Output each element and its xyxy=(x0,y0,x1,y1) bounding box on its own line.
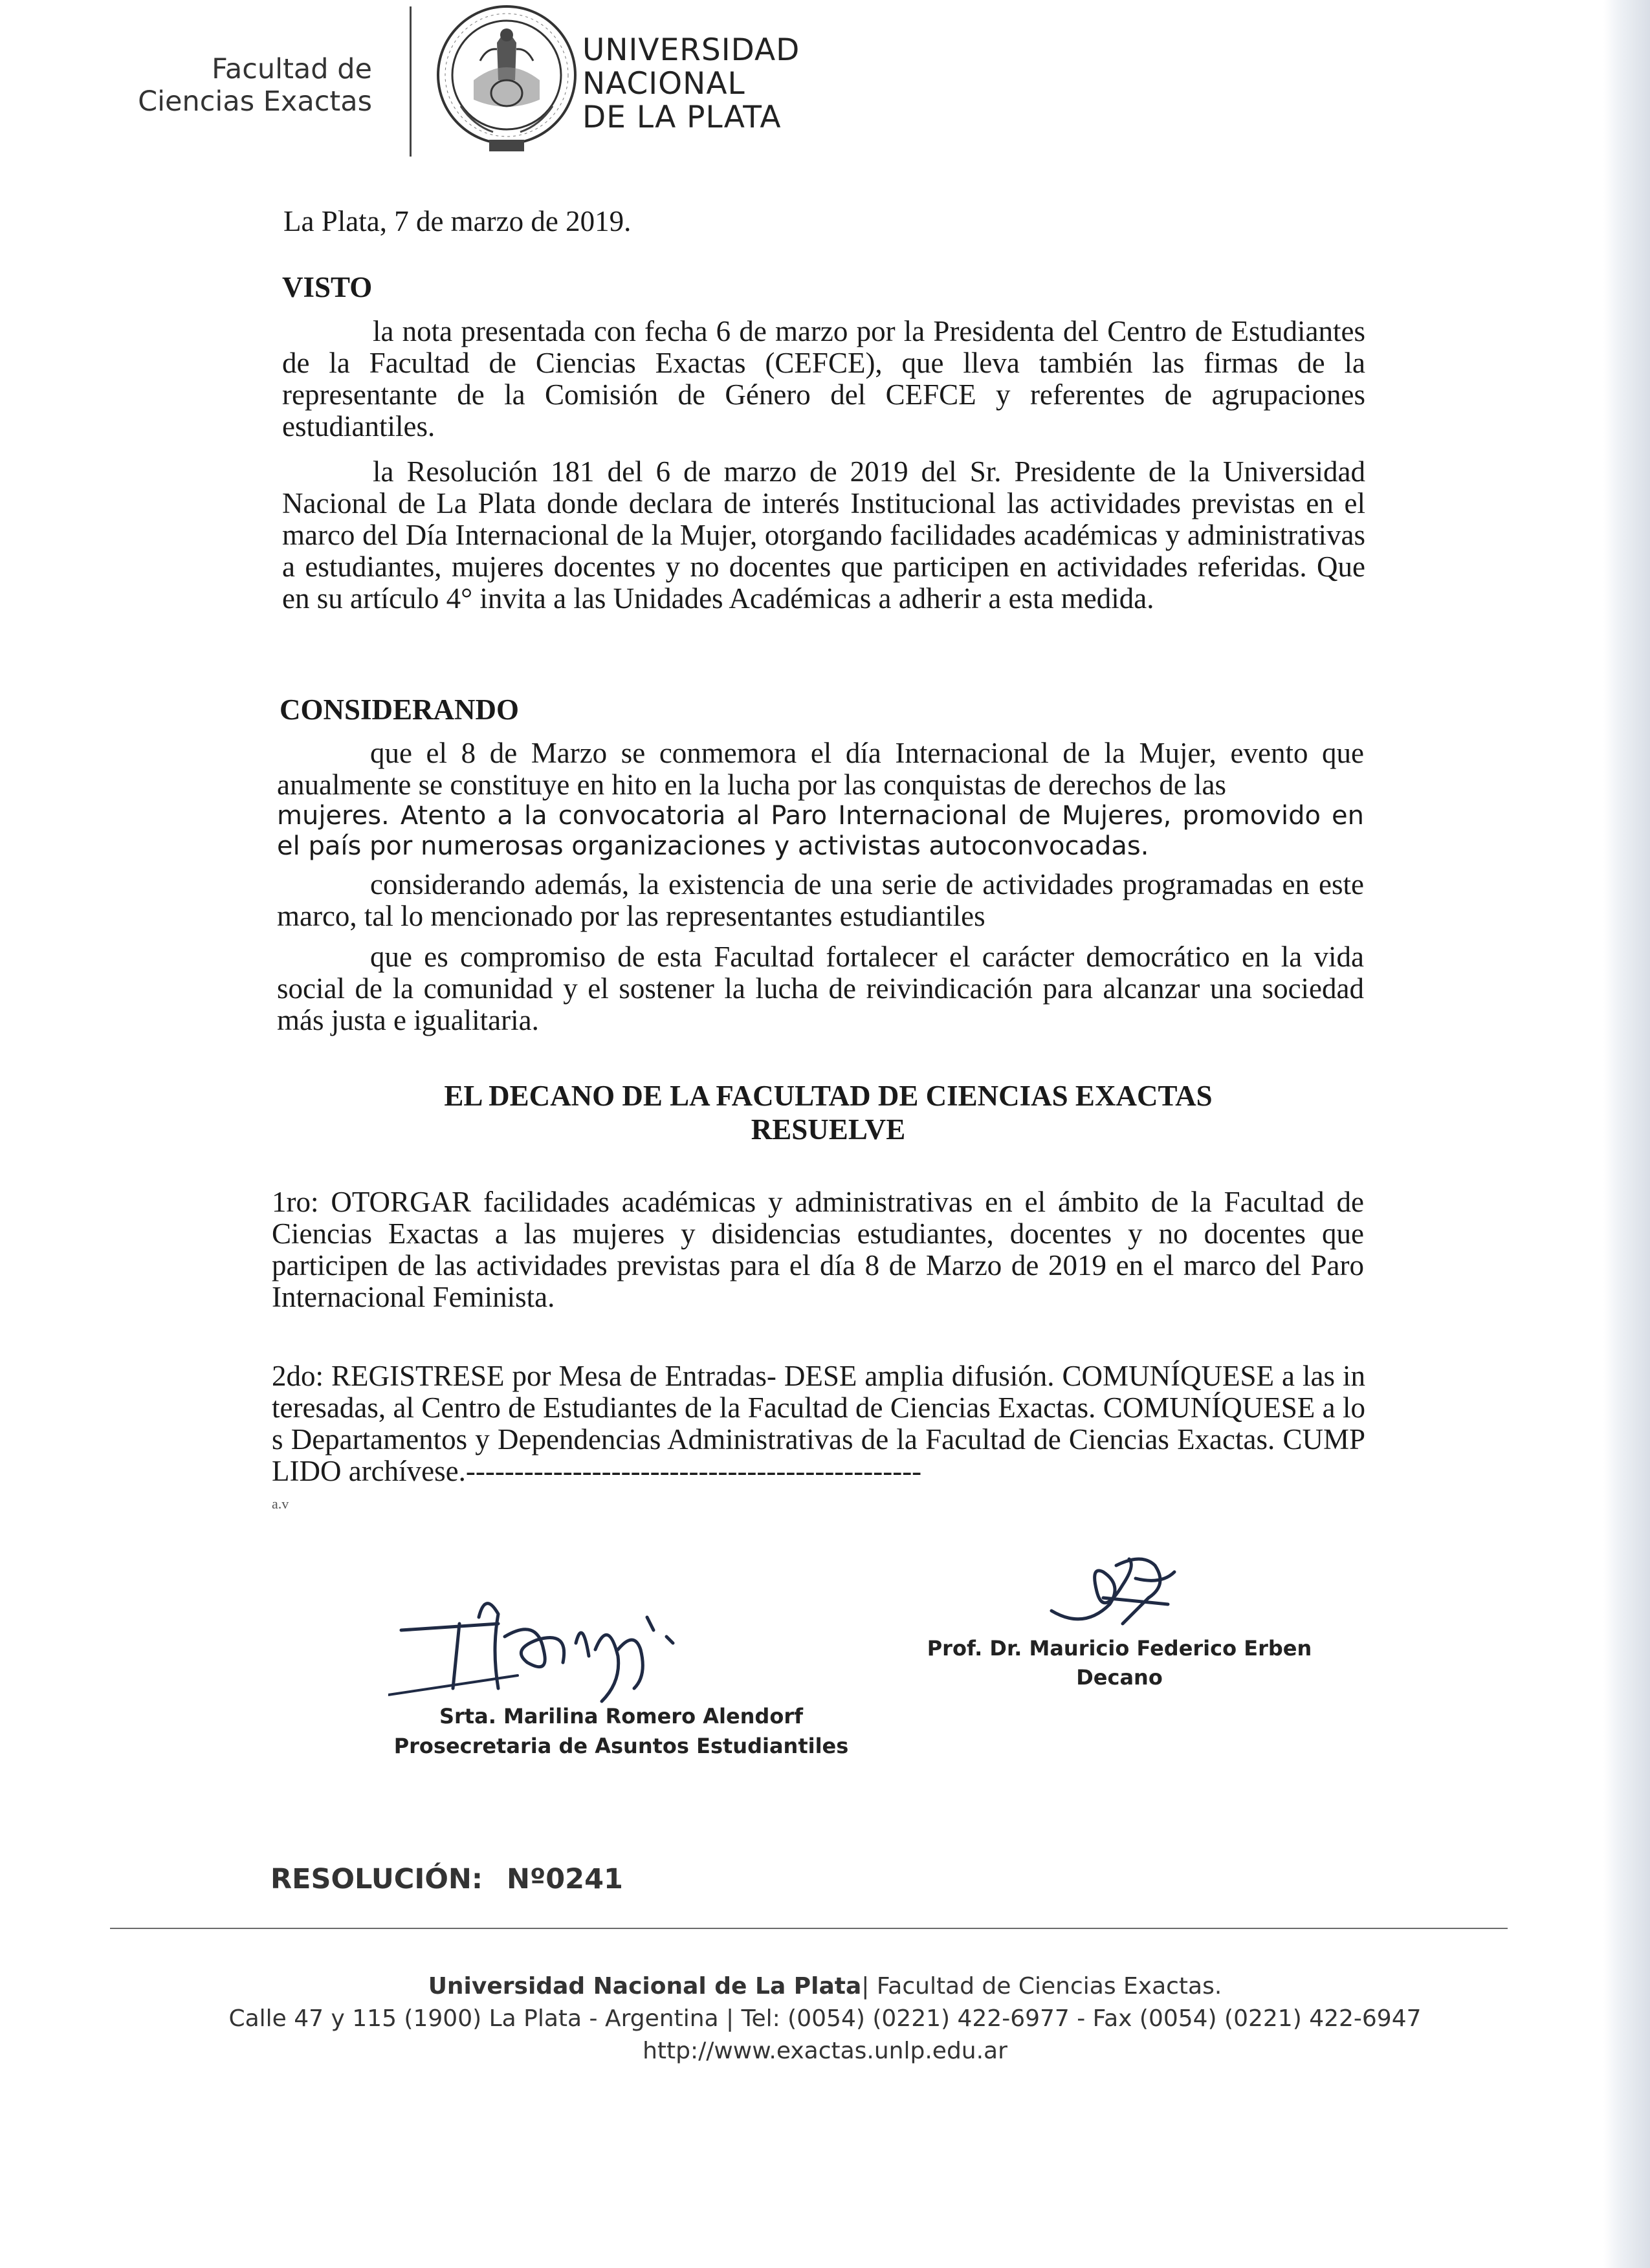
resolve-heading: RESUELVE xyxy=(751,1113,906,1146)
footer-faculty: | Facultad de Ciencias Exactas. xyxy=(861,1973,1222,2000)
faculty-name-line2: Ciencias Exactas xyxy=(138,85,372,118)
signatory-right-name: Prof. Dr. Mauricio Federico Erben xyxy=(927,1636,1312,1661)
considerando-paragraph-1: que el 8 de Marzo se conmemora el día Internacional de la Mujer, evento que anualmente se constituye en hito en la lucha por las conquistas de derechos de las xyxy=(277,737,1364,801)
considerando-paragraph-3: que es compromiso de esta Facultad fortalecer el carácter democrático en la vida social de la comunidad y el sostener la lucha de reivindicación para alcanzar una sociedad más justa e igualitaria. xyxy=(277,941,1364,1036)
faculty-name-line1: Facultad de xyxy=(212,53,372,85)
signatory-left-title: Prosecretaria de Asuntos Estudiantiles xyxy=(393,1734,849,1758)
document-date: La Plata, 7 de marzo de 2019. xyxy=(283,205,632,237)
dean-heading: EL DECANO DE LA FACULTAD DE CIENCIAS EXACTAS xyxy=(444,1080,1213,1112)
university-name-line2: NACIONAL xyxy=(582,66,745,102)
considerando-paragraph-2: considerando además, la existencia de una serie de actividades programadas en este marco, tal lo mencionado por las representantes estudiantiles xyxy=(277,868,1364,932)
resolution-label: RESOLUCIÓN: xyxy=(270,1863,483,1895)
signatory-right-title: Decano xyxy=(1076,1665,1163,1690)
article-2: 2do: REGISTRESE por Mesa de Entradas- DESE amplia difusión. COMUNÍQUESE a las interesadas, al Centro de Estudiantes de la Facultad de Ciencias Exactas. COMUNÍQUESE a los Departamentos y Dependencias Administrativas de la Facultad de Ciencias Exactas. CUMPLIDO archívese.----------------------------------------------- xyxy=(272,1360,1365,1487)
footer-address: Calle 47 y 115 (1900) La Plata - Argentina | Tel: (0054) (0221) 422-6977 - Fax (0054) (0221) 422-6947 xyxy=(228,2005,1422,2032)
faculty-name xyxy=(116,53,372,118)
footer-website-link[interactable]: http://www.exactas.unlp.edu.ar xyxy=(643,2038,1007,2064)
considerando-heading: CONSIDERANDO xyxy=(280,693,520,726)
considerando-paragraph-1-continuation: mujeres. Atento a la convocatoria al Paro Internacional de Mujeres, promovido en el país por numerosas organizaciones y activistas autoconvocadas. xyxy=(277,801,1364,861)
handwritten-signature-right xyxy=(1026,1546,1194,1643)
unlp-seal-logo xyxy=(435,3,578,158)
scan-edge xyxy=(1603,0,1650,2268)
university-name-line3: DE LA PLATA xyxy=(582,100,782,135)
footer-divider xyxy=(110,1928,1508,1929)
article-1: 1ro: OTORGAR facilidades académicas y administrativas en el ámbito de la Facultad de Ciencias Exactas a las mujeres y disidencias estudiantes, docentes y no docentes que participen de las actividades previstas para el día 8 de Marzo de 2019 en el marco del Paro Internacional Feminista. xyxy=(272,1186,1364,1313)
resolution-number: Nº0241 xyxy=(507,1863,623,1895)
signatory-left-name: Srta. Marilina Romero Alendorf xyxy=(439,1704,804,1728)
visto-paragraph-1: la nota presentada con fecha 6 de marzo por la Presidenta del Centro de Estudiantes de la Facultad de Ciencias Exactas (CEFCE), que lleva también las firmas de la representante de la Comisión de Género del CEFCE y referentes de agrupaciones estudiantiles. xyxy=(282,315,1365,442)
header-divider xyxy=(410,6,412,157)
university-name xyxy=(582,34,800,135)
visto-heading: VISTO xyxy=(282,271,373,303)
visto-paragraph-2: la Resolución 181 del 6 de marzo de 2019 del Sr. Presidente de la Universidad Nacional de La Plata donde declara de interés Institucional las actividades previstas en el marco del Día Internacional de la Mujer, otorgando facilidades académicas y administrativas a estudiantes, mujeres docentes y no docentes que participen en actividades referidas. Que en su artículo 4° invita a las Unidades Académicas a adherir a esta medida. xyxy=(282,455,1365,615)
footer-institution xyxy=(0,1972,1650,2001)
handwritten-signature-left xyxy=(388,1578,738,1708)
university-name-line1: UNIVERSIDAD xyxy=(582,32,800,68)
typist-initials: a.v xyxy=(272,1496,289,1512)
footer-university: Universidad Nacional de La Plata xyxy=(428,1973,862,2000)
